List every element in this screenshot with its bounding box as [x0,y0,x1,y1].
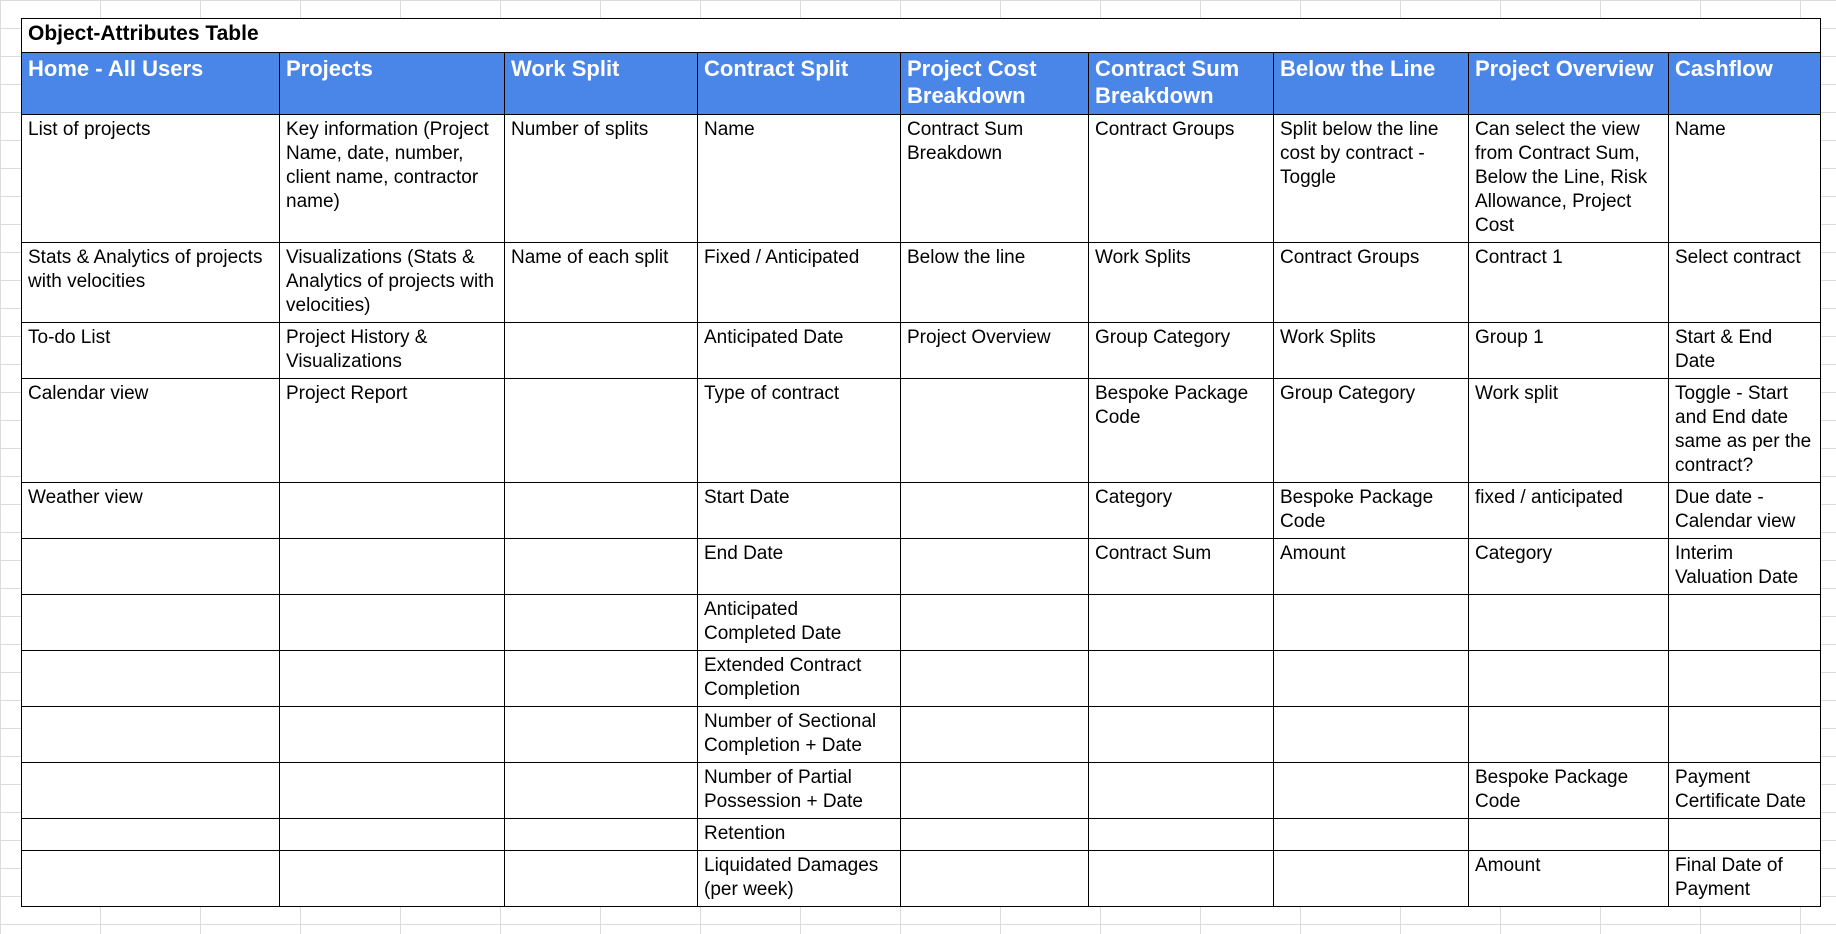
table-row [22,115,1821,243]
table-cell[interactable] [505,483,698,539]
column-header[interactable]: Project Overview [1469,53,1669,115]
table-cell[interactable] [280,851,505,907]
table-cell[interactable]: Below the line [901,243,1089,323]
table-cell[interactable] [280,763,505,819]
table-cell[interactable]: Project Report [280,379,505,483]
table-cell[interactable] [22,819,280,851]
table-cell[interactable]: Liquidated Damages (per week) [698,851,901,907]
table-cell[interactable]: Amount [1469,851,1669,907]
table-cell[interactable]: Visualizations (Stats & Analytics of projects with velocities) [280,243,505,323]
table-cell[interactable]: Bespoke Package Code [1469,763,1669,819]
spreadsheet-area [21,18,1821,907]
table-cell[interactable]: Amount [1274,539,1469,595]
table-cell[interactable]: Retention [698,819,901,851]
table-cell[interactable] [280,483,505,539]
table-cell[interactable] [22,763,280,819]
table-cell[interactable] [280,595,505,651]
table-cell[interactable] [22,707,280,763]
table-cell[interactable]: Final Date of Payment [1669,851,1821,907]
table-cell[interactable] [901,707,1089,763]
table-cell[interactable] [1469,651,1669,707]
table-cell[interactable]: Start Date [698,483,901,539]
column-header[interactable]: Work Split [505,53,698,115]
table-title[interactable]: Object-Attributes Table [22,19,1821,53]
column-header[interactable]: Project Cost Breakdown [901,53,1089,115]
table-cell[interactable] [1274,707,1469,763]
table-cell[interactable]: Contract 1 [1469,243,1669,323]
table-cell[interactable]: Start & End Date [1669,323,1821,379]
table-cell[interactable]: Work Splits [1089,243,1274,323]
table-cell[interactable]: Category [1089,483,1274,539]
table-cell[interactable]: Anticipated Completed Date [698,595,901,651]
table-cell[interactable]: Name [698,115,901,243]
table-cell[interactable]: Anticipated Date [698,323,901,379]
table-cell[interactable]: Select contract [1669,243,1821,323]
table-row [22,819,1821,851]
table-cell[interactable]: Due date - Calendar view [1669,483,1821,539]
table-cell[interactable] [1274,851,1469,907]
table-cell[interactable]: To-do List [22,323,280,379]
table-cell[interactable]: Type of contract [698,379,901,483]
table-cell[interactable] [505,379,698,483]
table-cell[interactable] [505,595,698,651]
table-cell[interactable] [1089,651,1274,707]
table-cell[interactable]: Contract Sum [1089,539,1274,595]
table-cell[interactable] [901,595,1089,651]
table-cell[interactable]: Project Overview [901,323,1089,379]
table-cell[interactable]: Group 1 [1469,323,1669,379]
table-cell[interactable]: Work split [1469,379,1669,483]
table-cell[interactable] [505,323,698,379]
table-cell[interactable]: Weather view [22,483,280,539]
table-cell[interactable]: Stats & Analytics of projects with velocities [22,243,280,323]
title-row [22,19,1821,53]
table-cell[interactable]: Toggle - Start and End date same as per the contract? [1669,379,1821,483]
column-header[interactable]: Projects [280,53,505,115]
table-cell[interactable]: Payment Certificate Date [1669,763,1821,819]
table-cell[interactable] [1274,595,1469,651]
table-row [22,539,1821,595]
table-cell[interactable] [505,819,698,851]
table-cell[interactable] [1089,707,1274,763]
table-row [22,323,1821,379]
table-cell[interactable]: Bespoke Package Code [1274,483,1469,539]
table-cell[interactable] [505,707,698,763]
table-row [22,651,1821,707]
table-row [22,851,1821,907]
table-cell[interactable] [1669,595,1821,651]
table-cell[interactable] [901,851,1089,907]
table-row [22,379,1821,483]
table-cell[interactable] [1089,819,1274,851]
table-cell[interactable] [505,539,698,595]
table-row [22,595,1821,651]
table-cell[interactable]: Number of splits [505,115,698,243]
column-header[interactable]: Cashflow [1669,53,1821,115]
table-cell[interactable] [22,651,280,707]
table-cell[interactable] [901,539,1089,595]
header-row [22,53,1821,115]
table-row [22,483,1821,539]
table-cell[interactable] [901,763,1089,819]
table-cell[interactable] [1469,707,1669,763]
table-cell[interactable] [1089,851,1274,907]
table-cell[interactable]: End Date [698,539,901,595]
table-cell[interactable]: fixed / anticipated [1469,483,1669,539]
column-header[interactable]: Home - All Users [22,53,280,115]
table-cell[interactable]: Split below the line cost by contract - Toggle [1274,115,1469,243]
table-cell[interactable]: List of projects [22,115,280,243]
table-cell[interactable]: Group Category [1274,379,1469,483]
table-cell[interactable] [1274,819,1469,851]
table-cell[interactable]: Fixed / Anticipated [698,243,901,323]
table-cell[interactable] [22,539,280,595]
table-cell[interactable] [901,819,1089,851]
table-cell[interactable]: Category [1469,539,1669,595]
table-cell[interactable] [1669,651,1821,707]
table-row [22,707,1821,763]
table-cell[interactable]: Bespoke Package Code [1089,379,1274,483]
table-row [22,243,1821,323]
column-header[interactable]: Contract Split [698,53,901,115]
table-cell[interactable] [1274,651,1469,707]
table-cell[interactable] [1274,763,1469,819]
table-cell[interactable] [1089,595,1274,651]
table-cell[interactable]: Calendar view [22,379,280,483]
table-cell[interactable] [280,539,505,595]
table-cell[interactable] [901,483,1089,539]
table-cell[interactable] [280,651,505,707]
table-cell[interactable]: Group Category [1089,323,1274,379]
table-cell[interactable] [22,595,280,651]
table-cell[interactable]: Project History & Visualizations [280,323,505,379]
column-header[interactable]: Below the Line [1274,53,1469,115]
table-cell[interactable] [22,851,280,907]
table-cell[interactable]: Contract Sum Breakdown [901,115,1089,243]
table-cell[interactable] [1669,819,1821,851]
table-cell[interactable]: Contract Groups [1274,243,1469,323]
table-cell[interactable] [1469,595,1669,651]
column-header[interactable]: Contract Sum Breakdown [1089,53,1274,115]
table-cell[interactable]: Name [1669,115,1821,243]
table-cell[interactable] [901,651,1089,707]
table-cell[interactable]: Contract Groups [1089,115,1274,243]
table-cell[interactable]: Work Splits [1274,323,1469,379]
table-cell[interactable]: Interim Valuation Date [1669,539,1821,595]
table-cell[interactable]: Number of Partial Possession + Date [698,763,901,819]
table-cell[interactable] [1089,763,1274,819]
table-cell[interactable]: Extended Contract Completion [698,651,901,707]
table-cell[interactable] [505,763,698,819]
object-attributes-table [21,18,1821,907]
table-cell[interactable]: Key information (Project Name, date, number, client name, contractor name) [280,115,505,243]
table-cell[interactable] [505,851,698,907]
table-cell[interactable] [901,379,1089,483]
table-cell[interactable] [505,651,698,707]
table-cell[interactable] [1469,819,1669,851]
table-cell[interactable] [280,707,505,763]
table-cell[interactable]: Name of each split [505,243,698,323]
table-cell[interactable]: Can select the view from Contract Sum, Below the Line, Risk Allowance, Project Cost [1469,115,1669,243]
table-cell[interactable] [1669,707,1821,763]
table-row [22,763,1821,819]
table-cell[interactable]: Number of Sectional Completion + Date [698,707,901,763]
table-cell[interactable] [280,819,505,851]
